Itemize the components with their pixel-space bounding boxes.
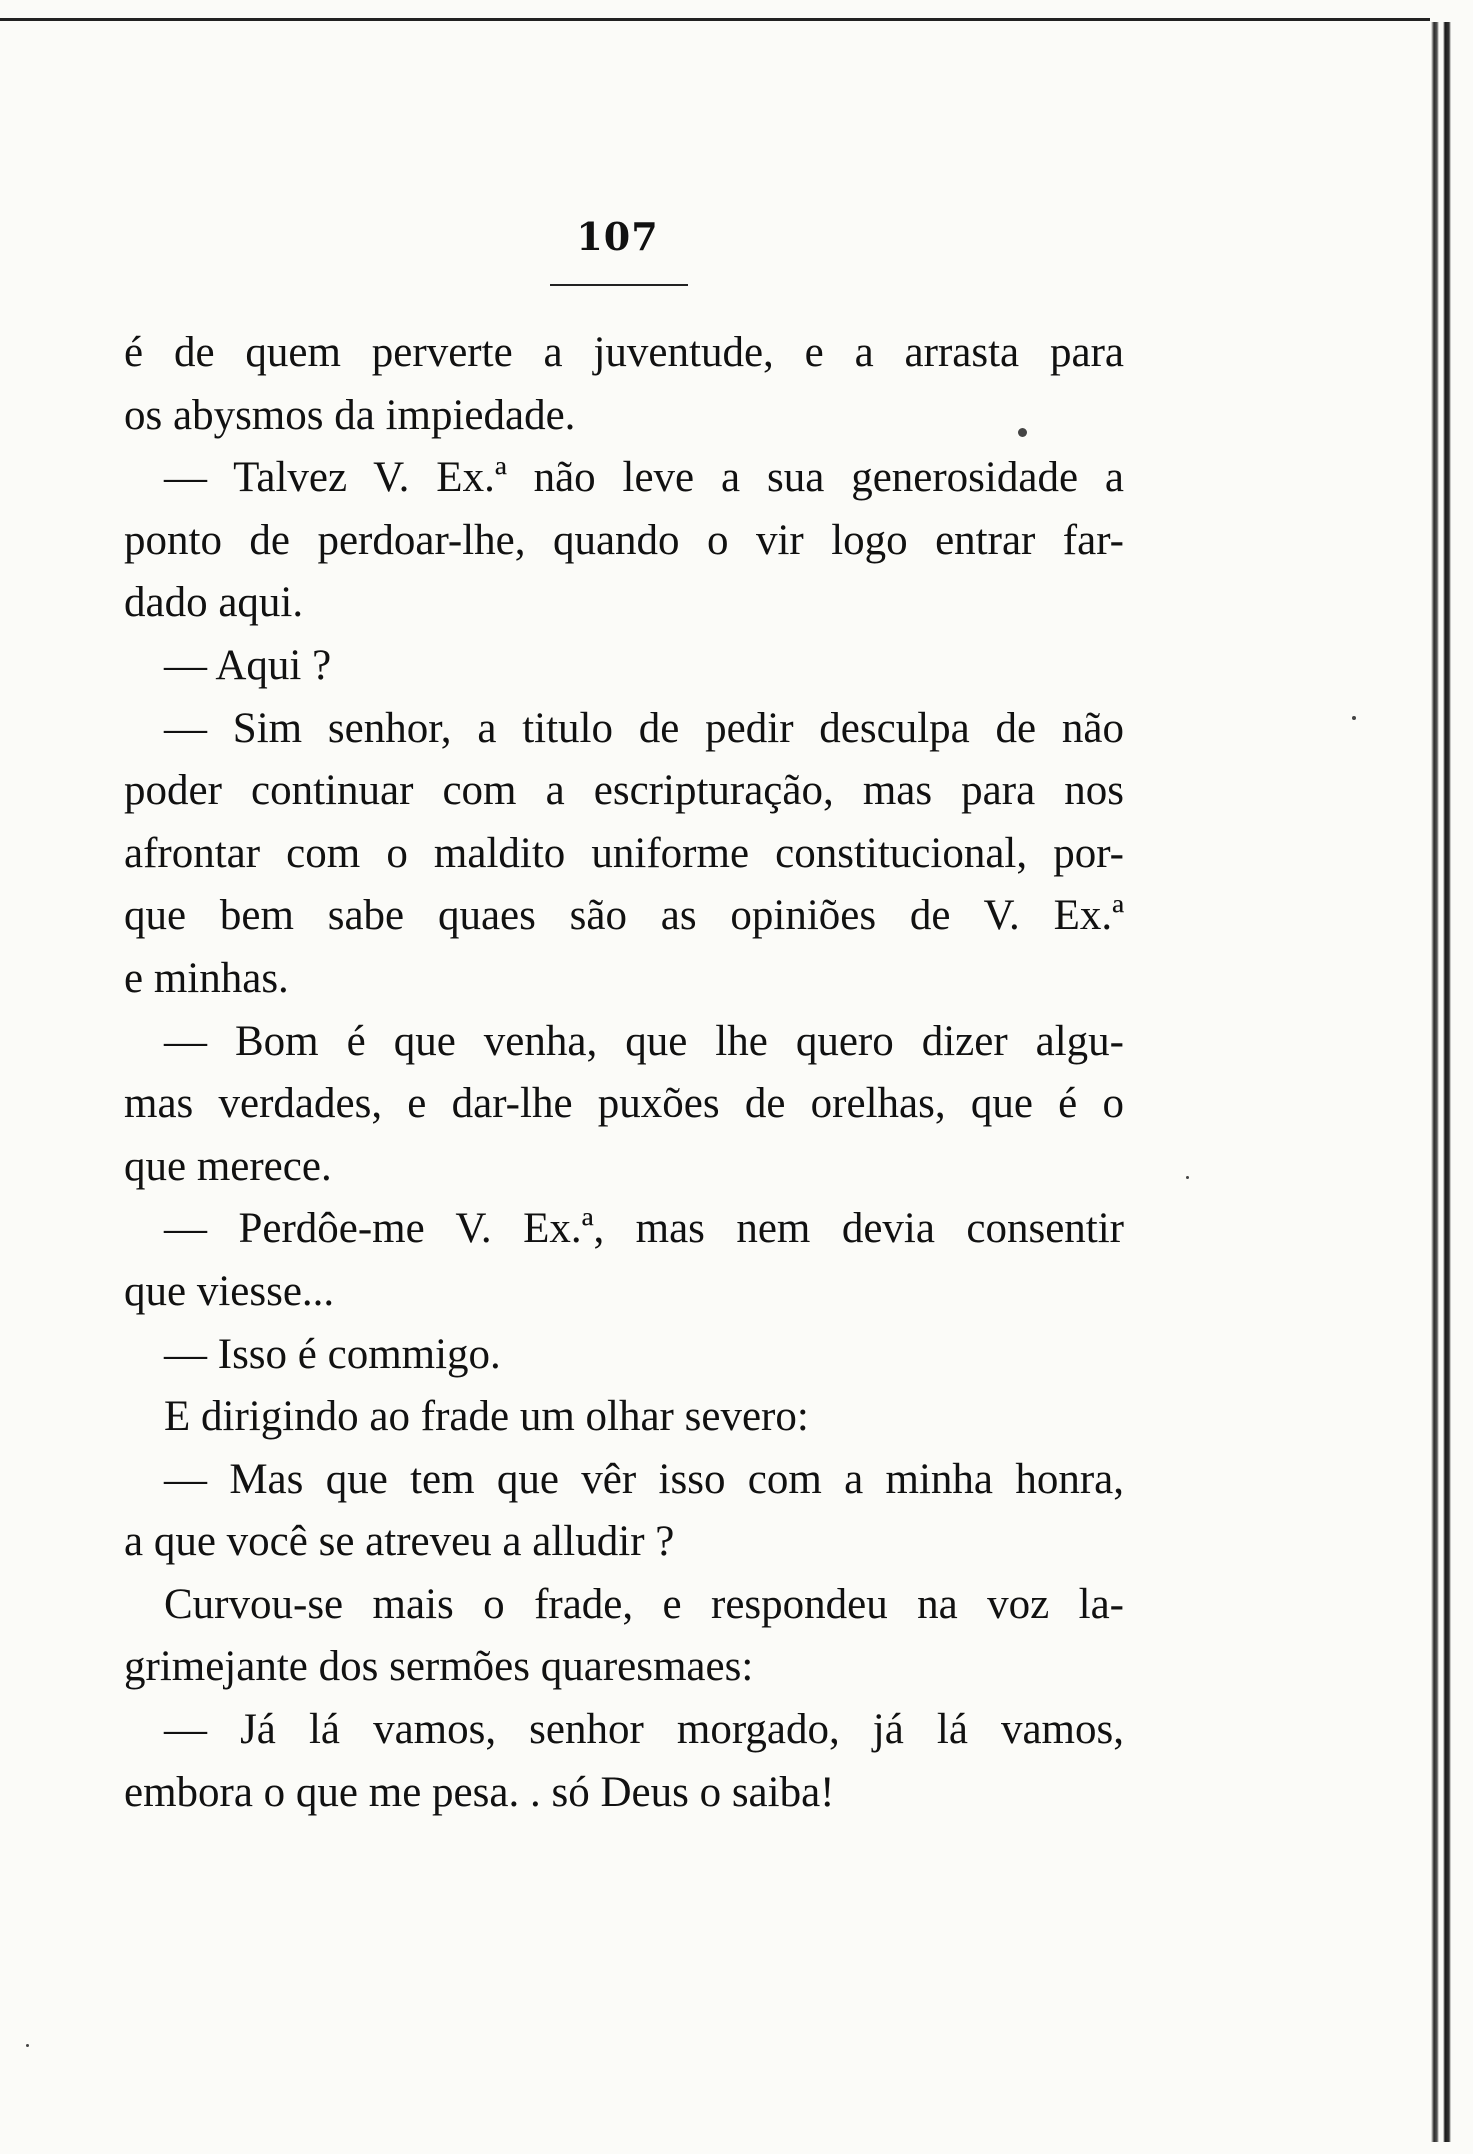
text-line: afrontar com o maldito uniforme constitucional, por-: [124, 829, 1124, 877]
text-line: embora o que me pesa. . só Deus o saiba!: [124, 1768, 835, 1816]
text-line: que bem sabe quaes são as opiniões de V. Ex.ª: [124, 892, 1124, 940]
text-line: — Mas que tem que vêr isso com a minha honra,: [164, 1455, 1124, 1503]
text-line: ponto de perdoar-lhe, quando o vir logo entrar far-: [124, 516, 1124, 564]
text-line: — Sim senhor, a titulo de pedir desculpa de não: [164, 704, 1124, 752]
ink-speck: [1186, 1176, 1189, 1179]
text-line: — Perdôe-me V. Ex.ª, mas nem devia consentir: [164, 1205, 1124, 1253]
text-line: poder continuar com a escripturação, mas para nos: [124, 767, 1124, 815]
text-line: e minhas.: [124, 954, 289, 1002]
text-line: Curvou-se mais o frade, e respondeu na voz la-: [164, 1580, 1124, 1628]
header-rule: [550, 284, 688, 286]
body-text: [124, 322, 1124, 1824]
text-line: mas verdades, e dar-lhe puxões de orelhas, que é o: [124, 1080, 1124, 1128]
text-line: que viesse...: [124, 1267, 335, 1315]
ink-speck: [1352, 716, 1356, 720]
text-line: os abysmos da impiedade.: [124, 391, 576, 439]
top-edge-rule: [0, 18, 1430, 21]
text-line: grimejante dos sermões quaresmaes:: [124, 1643, 754, 1691]
text-line: — Já lá vamos, senhor morgado, já lá vamos,: [164, 1706, 1124, 1754]
text-line: a que você se atreveu a alludir ?: [124, 1518, 675, 1566]
text-line: — Isso é commigo.: [164, 1330, 501, 1378]
text-line: dado aqui.: [124, 579, 304, 627]
text-line: — Talvez V. Ex.ª não leve a sua generosidade a: [164, 454, 1124, 502]
page-number: 107: [576, 214, 659, 259]
text-line: E dirigindo ao frade um olhar severo:: [164, 1393, 809, 1441]
text-line: que merece.: [124, 1142, 332, 1190]
ink-speck: [26, 2044, 29, 2047]
ink-speck: [1018, 428, 1027, 437]
text-line: é de quem perverte a juventude, e a arrasta para: [124, 329, 1124, 376]
text-line: — Bom é que venha, que lhe quero dizer algu-: [164, 1017, 1124, 1065]
binding-edge: [1431, 22, 1451, 2142]
text-line: — Aqui ?: [164, 641, 332, 689]
